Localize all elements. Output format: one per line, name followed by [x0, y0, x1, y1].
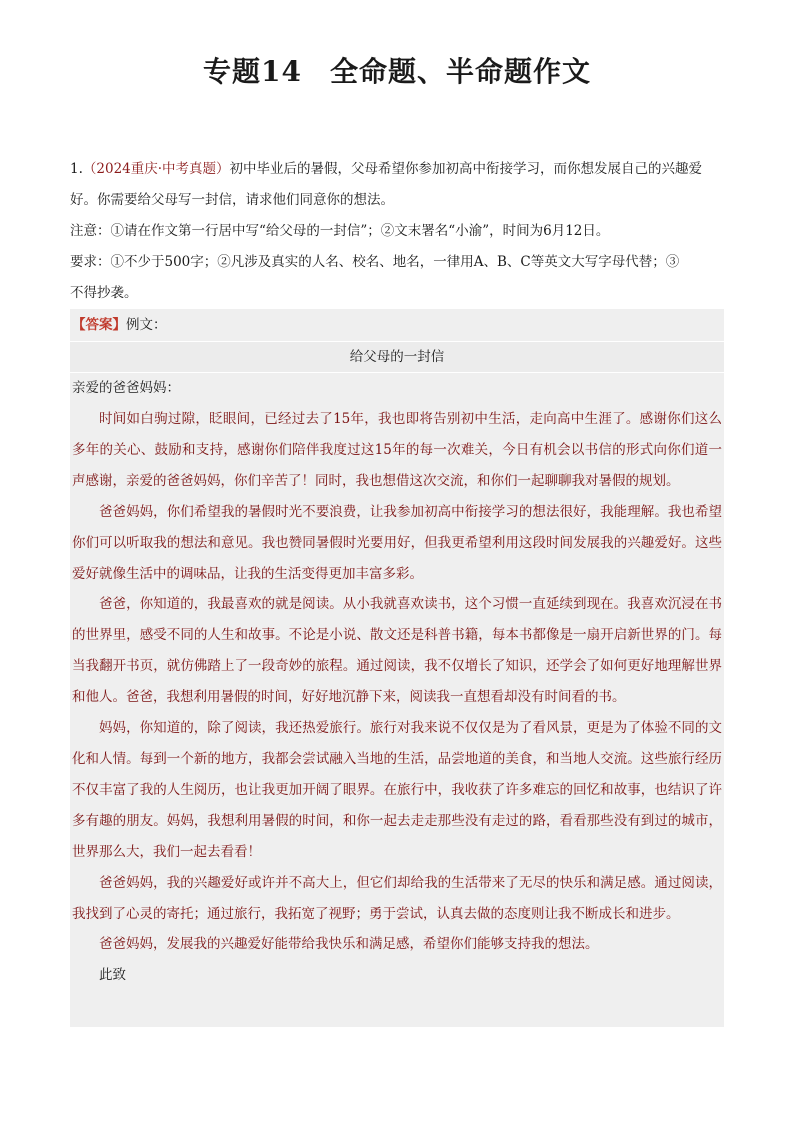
letter-title: 给父母的一封信 — [70, 341, 724, 373]
answer-header — [70, 309, 724, 341]
letter-paragraph: 爸爸，你知道的，我最喜欢的就是阅读。从小我就喜欢读书，这个习惯一直延续到现在。我喜欢沉浸在书的世界里，感受不同的人生和故事。不论是小说、散文还是科普书籍，每本书都像是一扇开启新世界的门。每当我翻开书页，就仿佛踏上了一段奇妙的旅程。通过阅读，我不仅增长了知识，还学会了如何更好地理解世界和他人。爸爸，我想利用暑假的时间，好好地沉静下来，阅读我一直想看却没有时间看的书。 — [72, 596, 722, 706]
answer-intro: 例文： — [126, 317, 167, 333]
letter-closing: 此致 — [99, 967, 126, 984]
page-title — [0, 50, 794, 90]
title-topic: 专题14 — [203, 55, 302, 88]
title-subject: 全命题、半命题作文 — [329, 55, 591, 88]
question-source: （2024重庆·中考真题） — [82, 161, 230, 177]
question-block — [70, 154, 726, 309]
letter-paragraph: 时间如白驹过隙，眨眼间，已经过去了15年，我也即将告别初中生活，走向高中生涯了。感谢你们这么多年的关心、鼓励和支持，感谢你们陪伴我度过这15年的每一次难关，今日有机会以书信的形式向你们道一声感谢，亲爱的爸爸妈妈，你们辛苦了！同时，我也想借这次交流，和你们一起聊聊我对暑假的规划。 — [72, 411, 722, 489]
answer-label: 【答案】 — [72, 317, 126, 333]
question-prompt — [70, 154, 726, 216]
question-note: 注意：①请在作文第一行居中写“给父母的一封信”；②文末署名“小渝”，时间为6月12日。 — [70, 223, 610, 239]
letter-salutation: 亲爱的爸爸妈妈： — [72, 380, 180, 396]
letter-paragraph: 妈妈，你知道的，除了阅读，我还热爱旅行。旅行对我来说不仅仅是为了看风景，更是为了体验不同的文化和人情。每到一个新的地方，我都会尝试融入当地的生活，品尝地道的美食，和当地人交流。这些旅行经历不仅丰富了我的人生阅历，也让我更加开阔了眼界。在旅行中，我收获了许多难忘的回忆和故事，也结识了许多有趣的朋友。妈妈，我想利用暑假的时间，和你一起去走走那些没有走过的路，看看那些没有到过的城市，世界那么大，我们一起去看看！ — [72, 720, 722, 860]
letter-paragraph: 爸爸妈妈，发展我的兴趣爱好能带给我快乐和满足感，希望你们能够支持我的想法。 — [99, 936, 599, 953]
letter-paragraph: 爸爸妈妈，我的兴趣爱好或许并不高大上，但它们却给我的生活带来了无尽的快乐和满足感。通过阅读，我找到了心灵的寄托；通过旅行，我拓宽了视野；勇于尝试，认真去做的态度则让我不断成长和进步。 — [72, 874, 722, 922]
letter-paragraph: 爸爸妈妈，你们希望我的暑假时光不要浪费，让我参加初高中衔接学习的想法很好，我能理解。我也希望你们可以听取我的想法和意见。我也赞同暑假时光要用好，但我更希望利用这段时间发展我的兴趣爱好。这些爱好就像生活中的调味品，让我的生活变得更加丰富多彩。 — [72, 503, 722, 582]
question-text: 初中毕业后的暑假，父母希望你参加初高中衔接学习，而你想发展自己的兴趣爱好。你需要给父母写一封信，请求他们同意你的想法。 — [70, 161, 703, 208]
answer-section — [70, 309, 724, 1027]
question-number: 1. — [70, 161, 83, 177]
question-requirement: 要求：①不少于500字；②凡涉及真实的人名、校名、地名，一律用A、B、C等英文大写字母代替；③ 不得抄袭。 — [70, 254, 680, 301]
